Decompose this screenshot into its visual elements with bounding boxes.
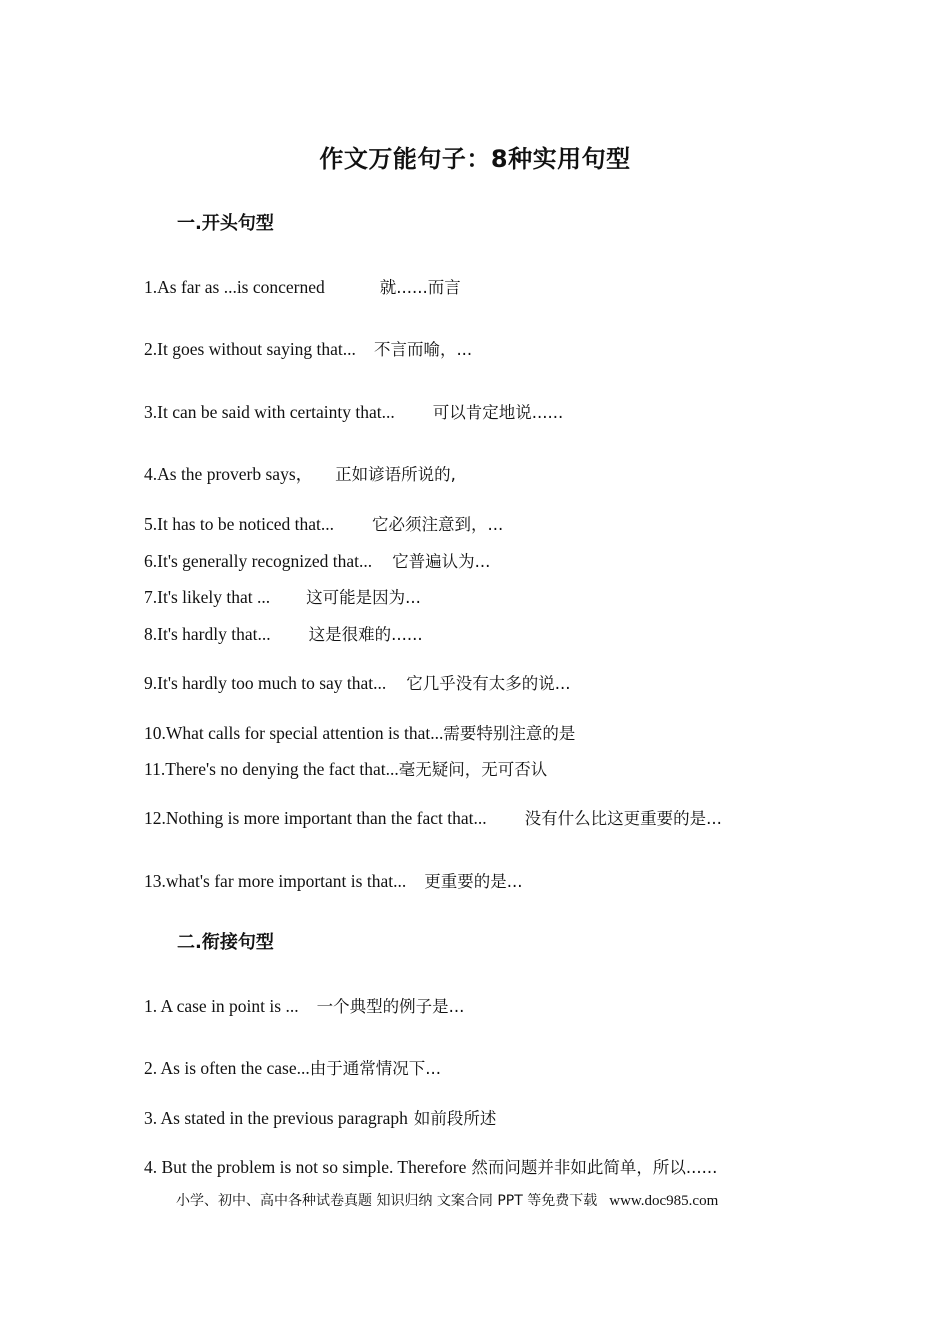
list-item [144,1155,717,1180]
phrase-en: 7.It's likely that ... [144,587,271,607]
phrase-cn: 这可能是因为... [306,588,421,607]
phrase-en: 3. As stated in the previous paragraph [144,1108,408,1128]
list-item [144,585,421,610]
document-title: 作文万能句子：8种实用句型 [319,145,631,173]
phrase-cn: 就......而言 [379,278,461,297]
phrase-en: 13.what's far more important is that... [144,871,407,891]
phrase-cn: 正如谚语所说的, [335,465,456,484]
phrase-en: 1. A case in point is ... [144,996,299,1016]
phrase-en: 1.As far as ...is concerned [144,277,325,297]
list-item [144,400,563,425]
section-heading-opening: 一.开头句型 [177,213,274,234]
phrase-en: 5.It has to be noticed that... [144,514,335,534]
phrase-cn: 更重要的是... [424,872,523,891]
phrase-cn: 没有什么比这更重要的是... [524,809,722,828]
phrase-cn: 不言而喻，... [373,340,473,359]
page-footer [176,1190,718,1212]
list-item [144,721,575,746]
list-item [144,994,464,1019]
phrase-en: 6.It's generally recognized that... [144,551,373,571]
phrase-en: 2.It goes without saying that... [144,339,356,359]
list-item [144,806,722,831]
list-item [144,337,472,362]
phrase-cn: 这是很难的...... [308,625,423,644]
list-item [144,869,522,894]
phrase-en: 4. But the problem is not so simple. Therefore [144,1157,467,1177]
list-item [144,462,456,487]
phrase-en: 3.It can be said with certainty that... [144,402,395,422]
list-item [144,512,503,537]
phrase-cn: 如前段所述 [413,1109,497,1128]
phrase-en: 8.It's hardly that... [144,624,271,644]
phrase-en: 9.It's hardly too much to say that... [144,673,387,693]
list-item [144,275,461,300]
footer-text: 小学、初中、高中各种试卷真题 知识归纳 文案合同 PPT 等免费下载 [176,1193,598,1209]
phrase-en: 10.What calls for special attention is that... [144,723,444,743]
list-item [144,1106,496,1131]
list-item [144,671,571,696]
phrase-cn: 它几乎没有太多的说... [406,674,571,693]
phrase-cn: 它普遍认为... [392,552,491,571]
phrase-cn: 一个典型的例子是... [316,997,465,1016]
section-heading-transition: 二.衔接句型 [177,932,274,953]
phrase-en: 4.As the proverb says， [144,464,314,484]
list-item [144,622,423,647]
list-item [144,549,490,574]
phrase-en: 12.Nothing is more important than the fact that... [144,808,487,828]
phrase-en: 11.There's no denying the fact that... [144,759,399,779]
list-item [144,1056,441,1081]
phrase-cn: 它必须注意到，... [372,515,504,534]
phrase-cn: 需要特别注意的是 [443,724,576,743]
phrase-cn: 然而问题并非如此简单，所以...... [471,1158,718,1177]
phrase-cn: 由于通常情况下... [309,1059,441,1078]
phrase-cn: 毫无疑问，无可否认 [398,760,548,779]
phrase-en: 2. As is often the case... [144,1058,310,1078]
phrase-cn: 可以肯定地说...... [432,403,564,422]
list-item [144,757,547,782]
footer-url[interactable]: www.doc985.com [609,1193,719,1209]
